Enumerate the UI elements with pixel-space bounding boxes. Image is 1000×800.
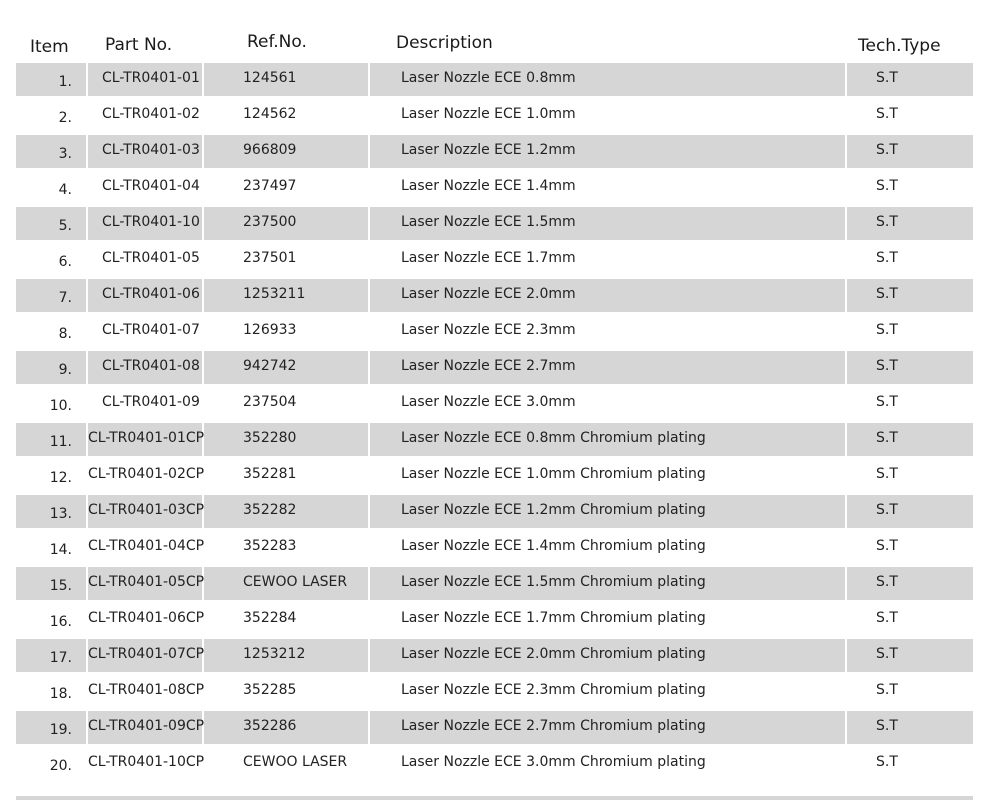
header-tech-type: Tech.Type (858, 36, 941, 56)
column-separator (86, 135, 88, 168)
tech-type: S.T (876, 430, 898, 446)
description: Laser Nozzle ECE 2.3mm Chromium plating (401, 682, 706, 698)
description: Laser Nozzle ECE 2.7mm Chromium plating (401, 718, 706, 734)
part-number: CL-TR0401-08CP (88, 682, 205, 698)
column-separator (845, 639, 847, 672)
tech-type: S.T (876, 718, 898, 734)
table-row (0, 206, 1000, 242)
item-number: 11. (49, 434, 72, 450)
description: Laser Nozzle ECE 0.8mm Chromium plating (401, 430, 706, 446)
table-row (0, 638, 1000, 674)
table-row (0, 458, 1000, 494)
ref-number: 237501 (243, 250, 297, 266)
ref-number: 124561 (243, 70, 297, 86)
part-number: CL-TR0401-03CP (88, 502, 205, 518)
item-number: 19. (49, 722, 72, 738)
ref-number: 124562 (243, 106, 297, 122)
ref-number: 352283 (243, 538, 297, 554)
column-separator (845, 495, 847, 528)
item-number: 13. (49, 506, 72, 522)
table-row (0, 98, 1000, 134)
column-separator (202, 63, 204, 96)
ref-number: 352286 (243, 718, 297, 734)
table-row (0, 350, 1000, 386)
column-separator (845, 711, 847, 744)
part-number: CL-TR0401-06CP (88, 610, 205, 626)
table-row (0, 530, 1000, 566)
column-separator (368, 423, 370, 456)
tech-type: S.T (876, 574, 898, 590)
item-number: 1. (58, 74, 72, 90)
description: Laser Nozzle ECE 1.0mm (401, 106, 576, 122)
column-separator (368, 495, 370, 528)
item-number: 10. (49, 398, 72, 414)
tech-type: S.T (876, 682, 898, 698)
column-separator (202, 207, 204, 240)
part-number: CL-TR0401-05CP (88, 574, 205, 590)
table-row (0, 422, 1000, 458)
ref-number: 352280 (243, 430, 297, 446)
column-separator (368, 639, 370, 672)
table-row (0, 674, 1000, 710)
table-row-partial (16, 796, 973, 800)
ref-number: CEWOO LASER (243, 754, 348, 770)
column-separator (86, 351, 88, 384)
part-number: CL-TR0401-04CP (88, 538, 205, 554)
table-header (0, 0, 1000, 62)
part-number: CL-TR0401-02CP (88, 466, 205, 482)
item-number: 2. (58, 110, 72, 126)
description: Laser Nozzle ECE 1.5mm (401, 214, 576, 230)
item-number: 17. (49, 650, 72, 666)
table-row (0, 602, 1000, 638)
tech-type: S.T (876, 322, 898, 338)
tech-type: S.T (876, 394, 898, 410)
table-row (0, 170, 1000, 206)
column-separator (368, 711, 370, 744)
tech-type: S.T (876, 754, 898, 770)
column-separator (202, 279, 204, 312)
part-number: CL-TR0401-01 (102, 70, 200, 86)
item-number: 18. (49, 686, 72, 702)
tech-type: S.T (876, 502, 898, 518)
part-number: CL-TR0401-08 (102, 358, 200, 374)
description: Laser Nozzle ECE 3.0mm Chromium plating (401, 754, 706, 770)
column-separator (368, 135, 370, 168)
description: Laser Nozzle ECE 1.2mm (401, 142, 576, 158)
column-separator (368, 207, 370, 240)
tech-type: S.T (876, 250, 898, 266)
item-number: 8. (58, 326, 72, 342)
column-separator (86, 207, 88, 240)
description: Laser Nozzle ECE 1.7mm (401, 250, 576, 266)
table-row (0, 386, 1000, 422)
header-ref-no: Ref.No. (247, 32, 307, 52)
tech-type: S.T (876, 106, 898, 122)
column-separator (845, 567, 847, 600)
tech-type: S.T (876, 466, 898, 482)
header-part-no: Part No. (105, 35, 173, 55)
parts-table (0, 62, 1000, 782)
header-description: Description (396, 33, 493, 53)
part-number: CL-TR0401-04 (102, 178, 200, 194)
ref-number: 237500 (243, 214, 297, 230)
table-row (0, 710, 1000, 746)
tech-type: S.T (876, 358, 898, 374)
column-separator (368, 351, 370, 384)
ref-number: 237504 (243, 394, 297, 410)
column-separator (86, 279, 88, 312)
ref-number: 352284 (243, 610, 297, 626)
tech-type: S.T (876, 178, 898, 194)
item-number: 20. (49, 758, 72, 774)
ref-number: 1253211 (243, 286, 306, 302)
item-number: 3. (58, 146, 72, 162)
part-number: CL-TR0401-02 (102, 106, 200, 122)
part-number: CL-TR0401-01CP (88, 430, 205, 446)
description: Laser Nozzle ECE 1.5mm Chromium plating (401, 574, 706, 590)
ref-number: 1253212 (243, 646, 306, 662)
table-row (0, 242, 1000, 278)
item-number: 4. (58, 182, 72, 198)
part-number: CL-TR0401-07 (102, 322, 200, 338)
description: Laser Nozzle ECE 1.2mm Chromium plating (401, 502, 706, 518)
ref-number: 966809 (243, 142, 297, 158)
description: Laser Nozzle ECE 2.7mm (401, 358, 576, 374)
tech-type: S.T (876, 70, 898, 86)
table-row (0, 494, 1000, 530)
ref-number: 237497 (243, 178, 297, 194)
ref-number: 352282 (243, 502, 297, 518)
description: Laser Nozzle ECE 1.0mm Chromium plating (401, 466, 706, 482)
table-row (0, 278, 1000, 314)
table-row (0, 314, 1000, 350)
column-separator (368, 567, 370, 600)
column-separator (845, 63, 847, 96)
column-separator (845, 351, 847, 384)
tech-type: S.T (876, 646, 898, 662)
item-number: 9. (58, 362, 72, 378)
part-number: CL-TR0401-05 (102, 250, 200, 266)
header-item: Item (30, 37, 69, 57)
tech-type: S.T (876, 142, 898, 158)
tech-type: S.T (876, 610, 898, 626)
column-separator (845, 279, 847, 312)
part-number: CL-TR0401-03 (102, 142, 200, 158)
column-separator (845, 135, 847, 168)
ref-number: 126933 (243, 322, 297, 338)
tech-type: S.T (876, 286, 898, 302)
table-row (0, 62, 1000, 98)
column-separator (845, 207, 847, 240)
column-separator (86, 63, 88, 96)
part-number: CL-TR0401-10 (102, 214, 200, 230)
item-number: 5. (58, 218, 72, 234)
part-number: CL-TR0401-09CP (88, 718, 205, 734)
item-number: 12. (49, 470, 72, 486)
part-number: CL-TR0401-07CP (88, 646, 205, 662)
column-separator (202, 351, 204, 384)
column-separator (845, 423, 847, 456)
ref-number: 352285 (243, 682, 297, 698)
description: Laser Nozzle ECE 2.3mm (401, 322, 576, 338)
description: Laser Nozzle ECE 2.0mm Chromium plating (401, 646, 706, 662)
description: Laser Nozzle ECE 1.4mm Chromium plating (401, 538, 706, 554)
item-number: 16. (49, 614, 72, 630)
tech-type: S.T (876, 538, 898, 554)
item-number: 7. (58, 290, 72, 306)
part-number: CL-TR0401-10CP (88, 754, 205, 770)
table-row (0, 746, 1000, 782)
part-number: CL-TR0401-06 (102, 286, 200, 302)
ref-number: CEWOO LASER (243, 574, 348, 590)
item-number: 14. (49, 542, 72, 558)
column-separator (368, 63, 370, 96)
tech-type: S.T (876, 214, 898, 230)
description: Laser Nozzle ECE 0.8mm (401, 70, 576, 86)
column-separator (368, 279, 370, 312)
table-row (0, 134, 1000, 170)
ref-number: 352281 (243, 466, 297, 482)
description: Laser Nozzle ECE 1.7mm Chromium plating (401, 610, 706, 626)
ref-number: 942742 (243, 358, 297, 374)
item-number: 6. (58, 254, 72, 270)
part-number: CL-TR0401-09 (102, 394, 200, 410)
item-number: 15. (49, 578, 72, 594)
description: Laser Nozzle ECE 2.0mm (401, 286, 576, 302)
description: Laser Nozzle ECE 1.4mm (401, 178, 576, 194)
table-row (0, 566, 1000, 602)
column-separator (202, 135, 204, 168)
description: Laser Nozzle ECE 3.0mm (401, 394, 576, 410)
